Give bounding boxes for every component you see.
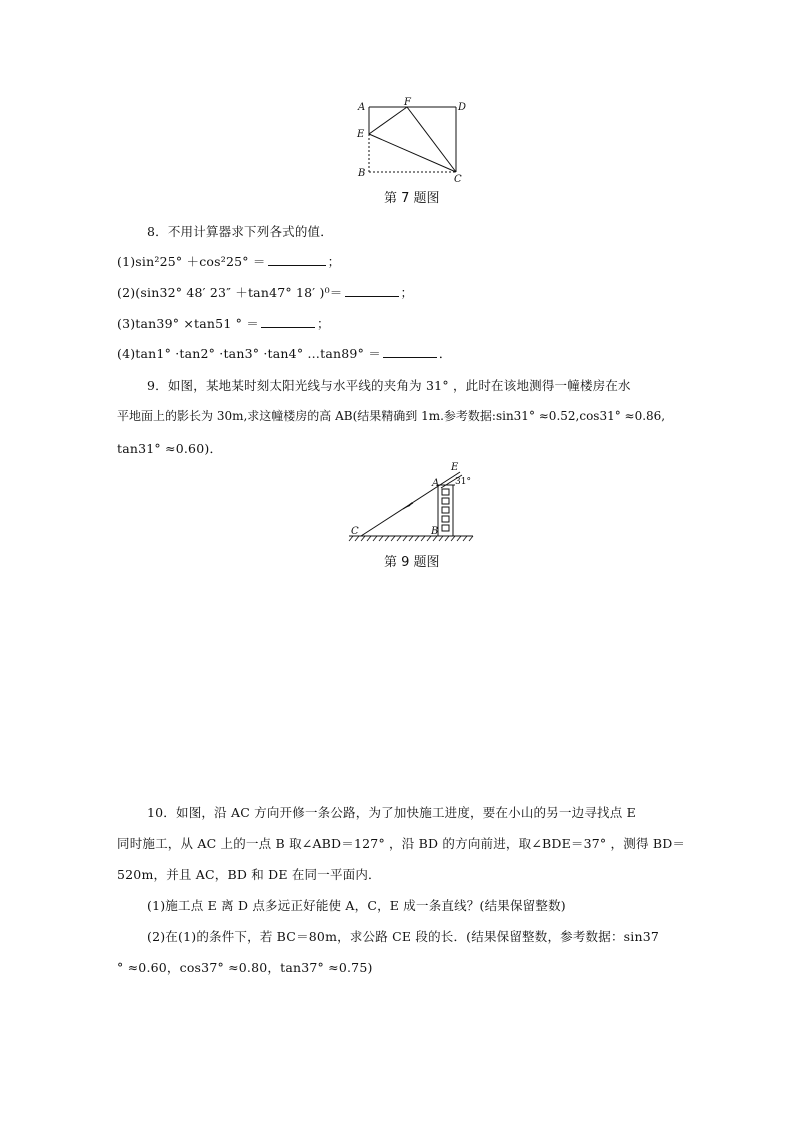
angle-label: 31° — [455, 477, 471, 487]
q10-line1: 10．如图，沿 AC 方向开修一条公路，为了加快施工进度，要在小山的另一边寻找点 E — [147, 805, 636, 820]
label-f: F — [404, 97, 411, 108]
q8-part4 — [117, 344, 452, 362]
answer-blank-2[interactable] — [345, 285, 399, 297]
answer-blank-4[interactable] — [383, 346, 437, 358]
q8-part1 — [117, 252, 340, 270]
q10-line2: 同时施工，从 AC 上的一点 B 取∠ABD＝127° ，沿 BD 的方向前进，取∠BDE＝37° ，测得 BD＝ — [117, 836, 686, 851]
q8-part1-end: ； — [327, 254, 341, 269]
label-c: C — [351, 526, 359, 537]
label-d: D — [458, 102, 467, 113]
q8-title: 8．不用计算器求下列各式的值． — [147, 224, 333, 239]
q9-line3: tan31° ≈0.60)． — [117, 441, 223, 456]
q10-line5: (2)在(1)的条件下，若 BC＝80m，求公路 CE 段的长．(结果保留整数，参考数据：sin37 — [147, 929, 660, 944]
q8-part2-text: (2)(sin32° 48′ 23″ ＋tan47° 18′ )⁰＝ — [117, 285, 343, 300]
q8-part2-end: ； — [400, 285, 414, 300]
q8-part3-text: (3)tan39° ×tan51 ° ＝ — [117, 316, 259, 331]
label-a: A — [358, 102, 366, 113]
label-e: E — [451, 462, 459, 473]
figure-9 — [343, 460, 478, 546]
label-b: B — [358, 168, 366, 179]
label-c: C — [454, 174, 462, 184]
q10-line3: 520m，并且 AC，BD 和 DE 在同一平面内． — [117, 867, 381, 882]
q8-part1-text: (1)sin²25° ＋cos²25° ＝ — [117, 254, 266, 269]
q9-line2: 平地面上的影长为 30m,求这幢楼房的高 AB(结果精确到 1m.参考数据:sin31° ≈0.52,cos31° ≈0.86, — [117, 409, 666, 423]
q8-part4-text: (4)tan1° ·tan2° ·tan3° ·tan4° …tan89° ＝ — [117, 346, 381, 361]
q8-part3-end: ； — [316, 316, 330, 331]
q8-part4-end: ． — [438, 346, 452, 361]
q9-line1: 9．如图，某地某时刻太阳光线与水平线的夹角为 31° ，此时在该地测得一幢楼房在水 — [147, 378, 631, 393]
label-b: B — [431, 526, 439, 537]
figure-7 — [350, 96, 470, 184]
label-a: A — [432, 478, 440, 489]
figure-7-caption: 第 7 题图 — [384, 191, 440, 206]
q10-line4: (1)施工点 E 离 D 点多远正好能使 A，C，E 成一条直线？(结果保留整数) — [147, 898, 566, 913]
q10-line6: ° ≈0.60，cos37° ≈0.80，tan37° ≈0.75) — [117, 960, 373, 975]
answer-blank-3[interactable] — [261, 316, 315, 328]
figure-9-caption: 第 9 题图 — [384, 555, 440, 570]
q8-part2 — [117, 283, 413, 301]
label-e: E — [357, 129, 365, 140]
q8-part3 — [117, 314, 330, 332]
answer-blank-1[interactable] — [268, 254, 326, 266]
